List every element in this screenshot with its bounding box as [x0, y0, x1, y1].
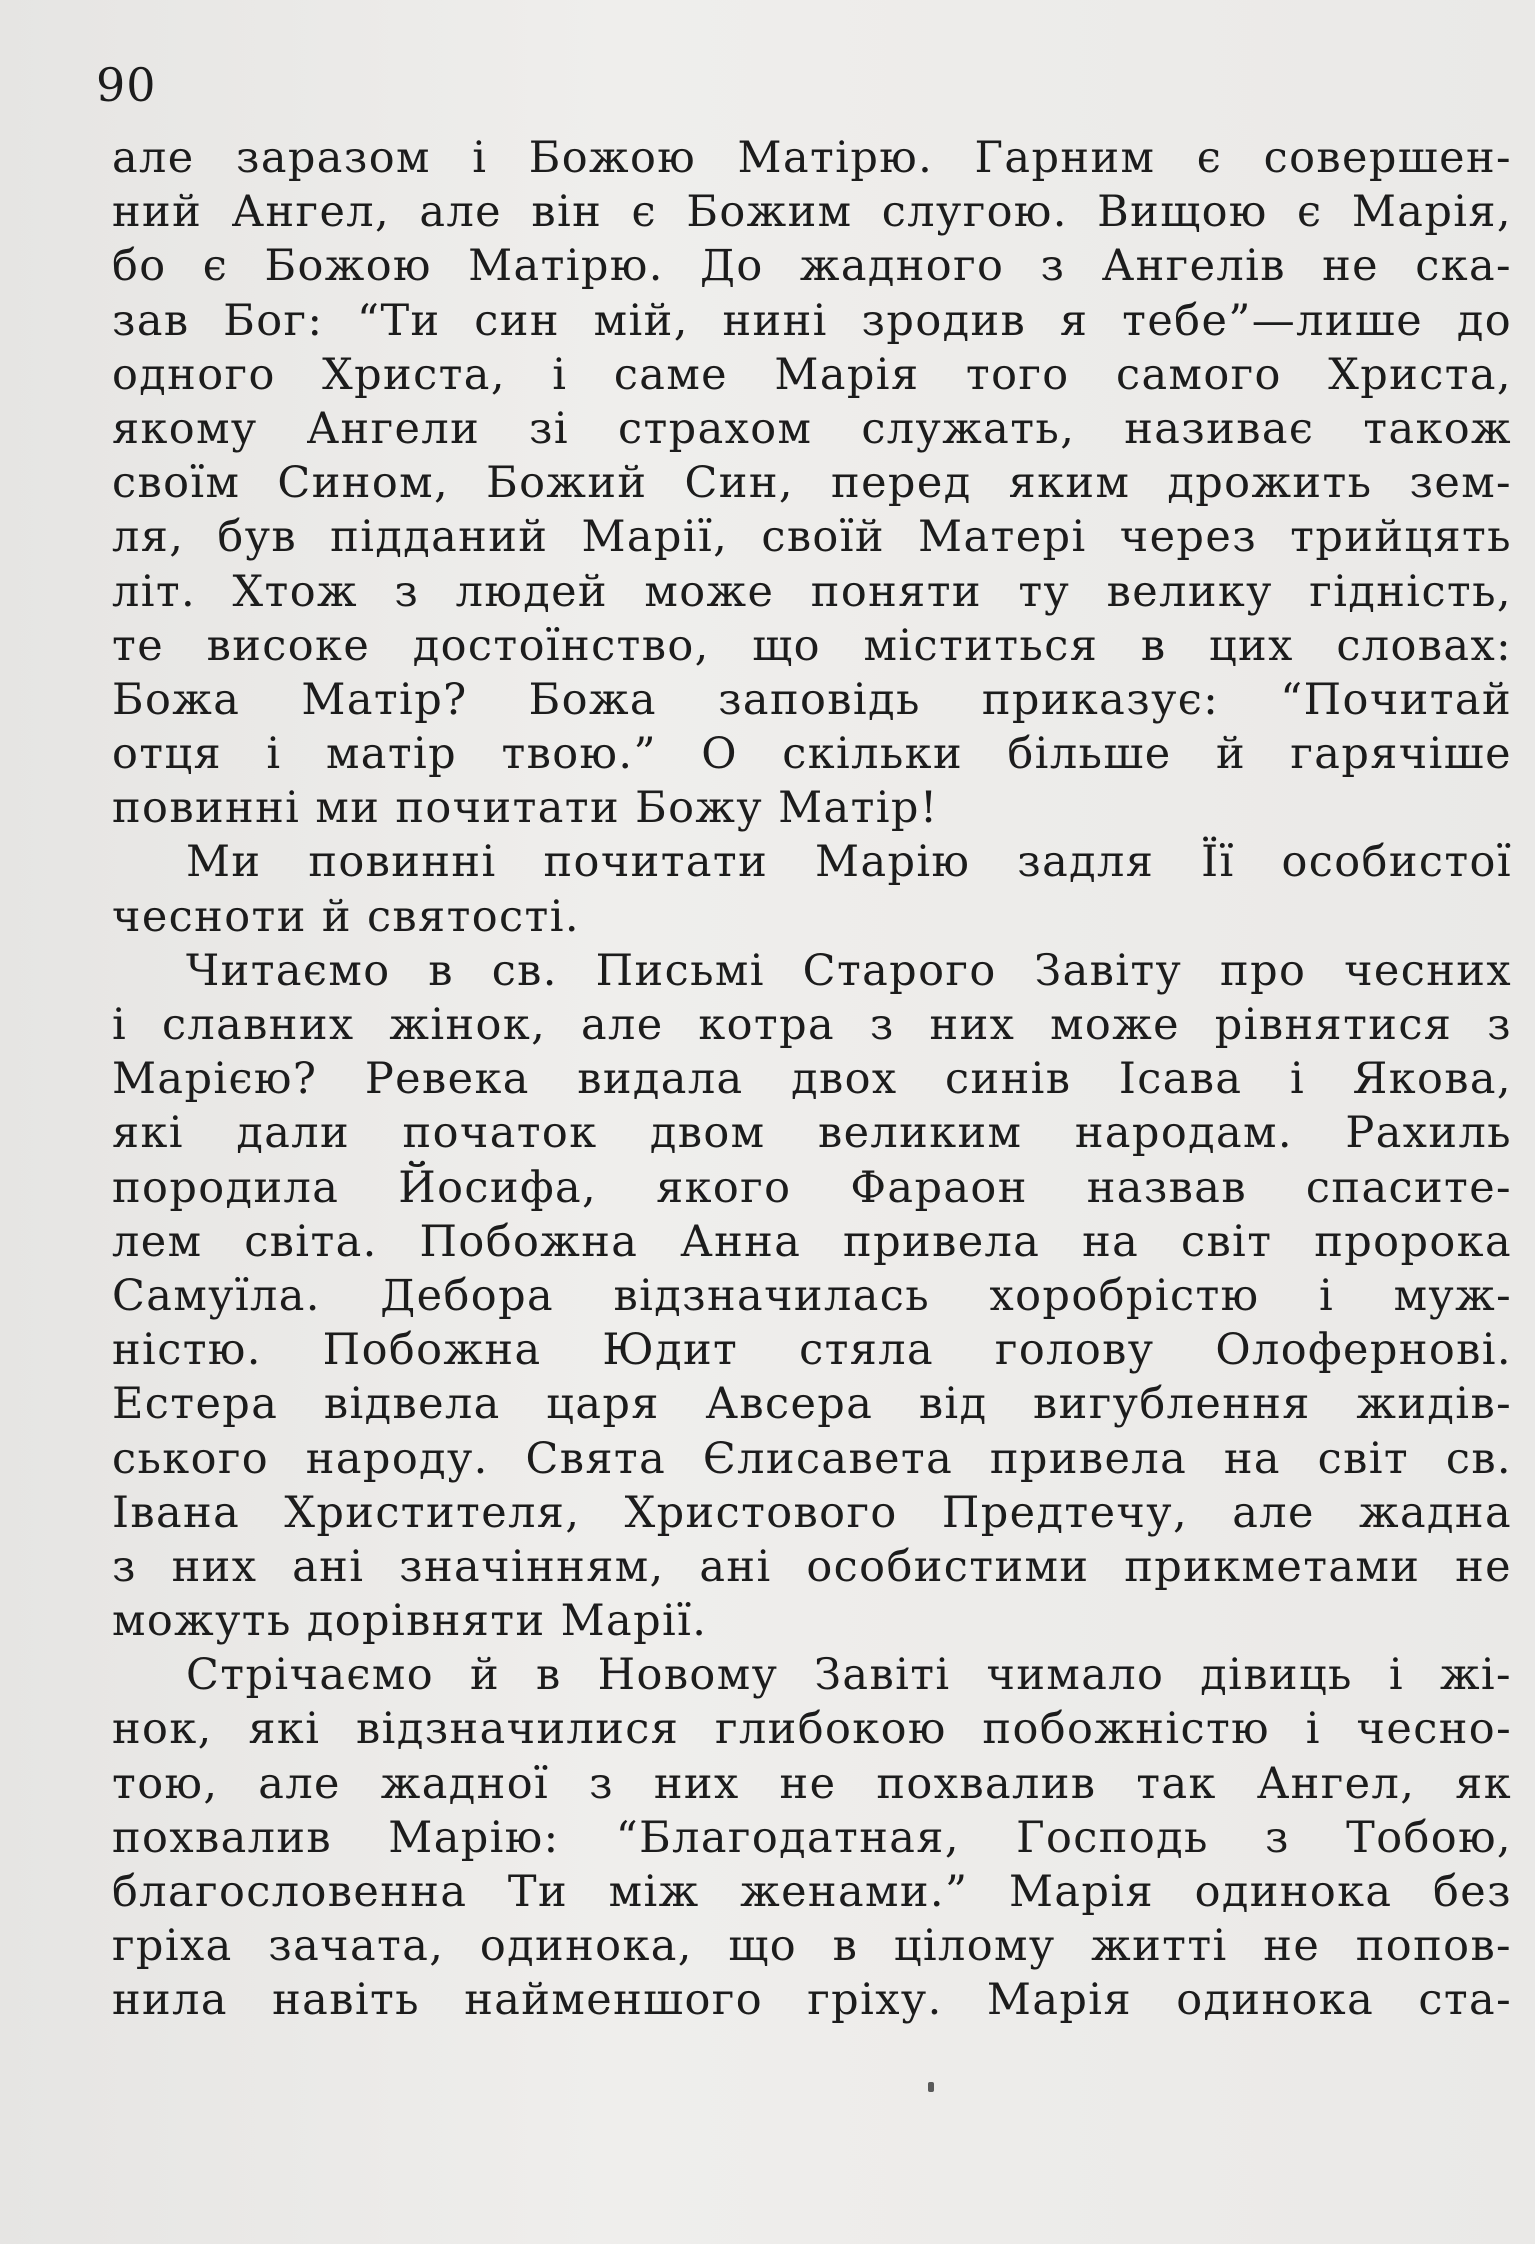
text-line: літ. Хтож з людей може поняти ту велику гідність,: [112, 566, 1512, 617]
text-line: нила навіть найменшого гріху. Марія одинока ста-: [112, 1975, 1512, 2026]
text-line: бо є Божою Матірю. До жадного з Ангелів не ска-: [112, 241, 1512, 292]
text-line: чесноти й святості.: [112, 891, 580, 942]
text-line: своїм Сином, Божий Син, перед яким дрожить зем-: [112, 458, 1512, 509]
text-line: тою, але жадної з них не похвалив так Ангел, як: [112, 1758, 1512, 1809]
text-line: Божа Матір? Божа заповідь приказує: “Почитай: [112, 674, 1512, 725]
text-line: Ми повинні почитати Марію задля Її особистої: [186, 837, 1512, 888]
text-line: Стрічаємо й в Новому Завіті чимало дівиць і жі-: [186, 1650, 1512, 1701]
text-line: якому Ангели зі страхом служать, називає також: [112, 403, 1512, 454]
text-line: ля, був підданий Марії, своїй Матері через трийцять: [112, 512, 1512, 563]
text-line: можуть дорівняти Марії.: [112, 1596, 708, 1647]
body-text: [112, 131, 1512, 2028]
text-line: Самуїла. Дебора відзначилась хоробрістю і муж-: [112, 1270, 1512, 1321]
text-line: Івана Христителя, Христового Предтечу, але жадна: [112, 1487, 1512, 1538]
text-line: породила Йосифа, якого Фараон назвав спасите-: [112, 1162, 1512, 1213]
text-line: ністю. Побожна Юдит стяла голову Олофернові.: [112, 1325, 1512, 1376]
text-line: одного Христа, і саме Марія того самого Христа,: [112, 349, 1512, 400]
text-line: але заразом і Божою Матірю. Гарним є совершен-: [112, 133, 1512, 183]
text-line: повинні ми почитати Божу Матір!: [112, 783, 939, 834]
text-line: які дали початок двом великим народам. Рахиль: [112, 1108, 1512, 1159]
text-line: отця і матір твою.” О скільки більше й гарячіше: [112, 729, 1512, 780]
text-line: і славних жінок, але котра з них може рівнятися з: [112, 1000, 1512, 1050]
text-line: ського народу. Свята Єлисавета привела на світ св.: [112, 1433, 1512, 1484]
text-line: Марією? Ревека видала двох синів Ісава і Якова,: [112, 1054, 1512, 1105]
text-line: з них ані значінням, ані особистими прикметами не: [112, 1541, 1512, 1592]
text-line: нок, які відзначилися глибокою побожністю і чесно-: [112, 1704, 1512, 1755]
text-line: похвалив Марію: “Благодатная, Господь з Тобою,: [112, 1812, 1512, 1863]
text-line: благословенна Ти між женами.” Марія одинока без: [112, 1867, 1512, 1917]
text-line: Естера відвела царя Авсера від вигублення жидів-: [112, 1379, 1512, 1430]
text-line: ний Ангел, але він є Божим слугою. Вищою є Марія,: [112, 187, 1512, 238]
text-line: лем світа. Побожна Анна привела на світ пророка: [112, 1216, 1512, 1267]
text-line: гріха зачата, одинока, що в цілому житті не попов-: [112, 1921, 1512, 1972]
text-line: Читаємо в св. Письмі Старого Завіту про чесних: [186, 945, 1512, 996]
page-number: 90: [96, 58, 157, 112]
text-line: те високе достоїнство, що міститься в цих словах:: [112, 620, 1512, 671]
text-line: зав Бог: “Ти син мій, нині зродив я тебе”—лише до: [112, 295, 1512, 346]
ink-speck: [928, 2082, 934, 2092]
